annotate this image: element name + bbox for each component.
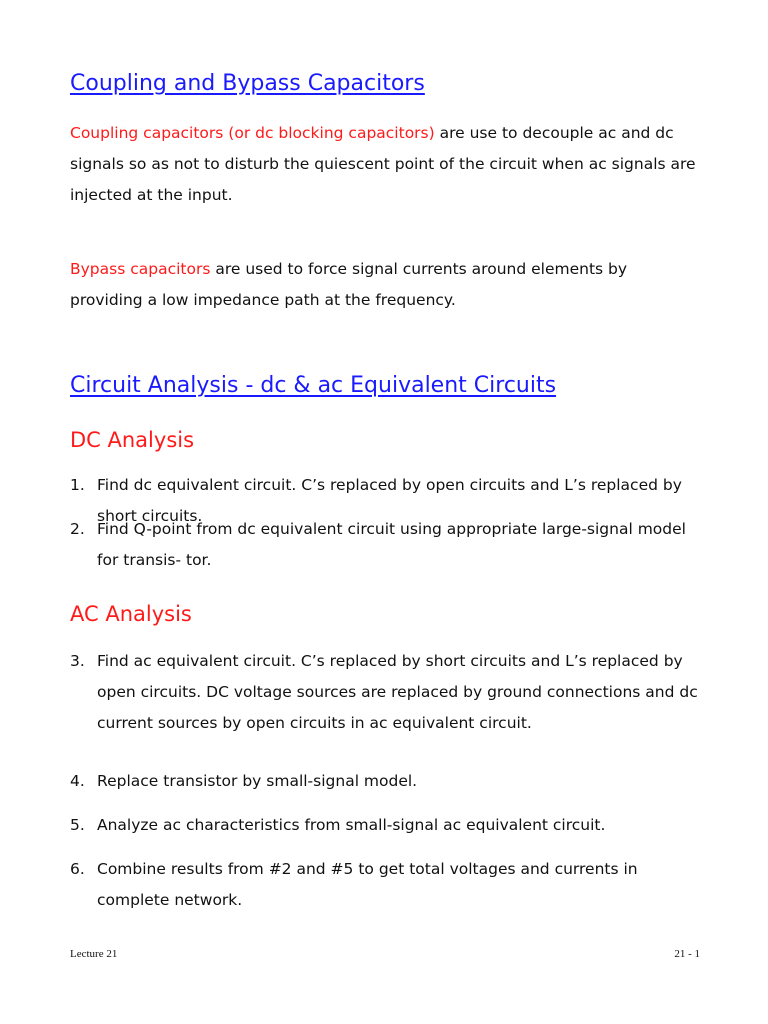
list-item-number: 4. bbox=[70, 772, 85, 790]
paragraph-bypass-capacitors bbox=[70, 254, 702, 316]
list-item-text: Replace transistor by small-signal model. bbox=[97, 772, 418, 790]
subheading-ac-analysis: AC Analysis bbox=[70, 602, 192, 626]
coupling-description: are use to decouple ac and dc signals so as not to disturb the quiescent point of the circuit when ac signals are injected at the input. bbox=[70, 124, 696, 204]
list-item-text: Find Q-point from dc equivalent circuit using appropriate large-signal model for transis- tor. bbox=[97, 520, 686, 569]
list-item-number: 5. bbox=[70, 816, 85, 834]
paragraph-coupling-capacitors bbox=[70, 118, 702, 211]
section-title-circuit-analysis: Circuit Analysis - dc & ac Equivalent Circuits bbox=[70, 373, 557, 398]
list-item bbox=[70, 810, 702, 841]
term-coupling-capacitors: Coupling capacitors (or dc blocking capacitors) bbox=[70, 124, 435, 142]
list-item-number: 1. bbox=[70, 476, 85, 494]
bypass-description: are used to force signal currents around elements by providing a low impedance path at the frequency. bbox=[70, 260, 628, 309]
list-item-number: 3. bbox=[70, 652, 85, 670]
list-item-number: 6. bbox=[70, 860, 85, 878]
footer-page-number: 21 - 1 bbox=[674, 948, 700, 960]
list-item bbox=[70, 854, 702, 916]
footer-lecture-label: Lecture 21 bbox=[70, 948, 118, 960]
list-item bbox=[70, 646, 702, 739]
list-item-number: 2. bbox=[70, 520, 85, 538]
list-item-text: Analyze ac characteristics from small-signal ac equivalent circuit. bbox=[97, 816, 606, 834]
list-item bbox=[70, 514, 702, 576]
list-item bbox=[70, 766, 702, 797]
term-bypass-capacitors: Bypass capacitors bbox=[70, 260, 211, 278]
list-item-text: Find dc equivalent circuit. C’s replaced by open circuits and L’s replaced by short circuits. bbox=[97, 476, 682, 525]
list-item-text: Find ac equivalent circuit. C’s replaced by short circuits and L’s replaced by open circuits. DC voltage sources are replaced by ground connections and dc current sources by open circuits in ac equivalent circuit. bbox=[97, 652, 698, 732]
section-title-coupling-bypass: Coupling and Bypass Capacitors bbox=[70, 71, 425, 96]
subheading-dc-analysis: DC Analysis bbox=[70, 428, 195, 452]
list-item-text: Combine results from #2 and #5 to get total voltages and currents in complete network. bbox=[97, 860, 638, 909]
